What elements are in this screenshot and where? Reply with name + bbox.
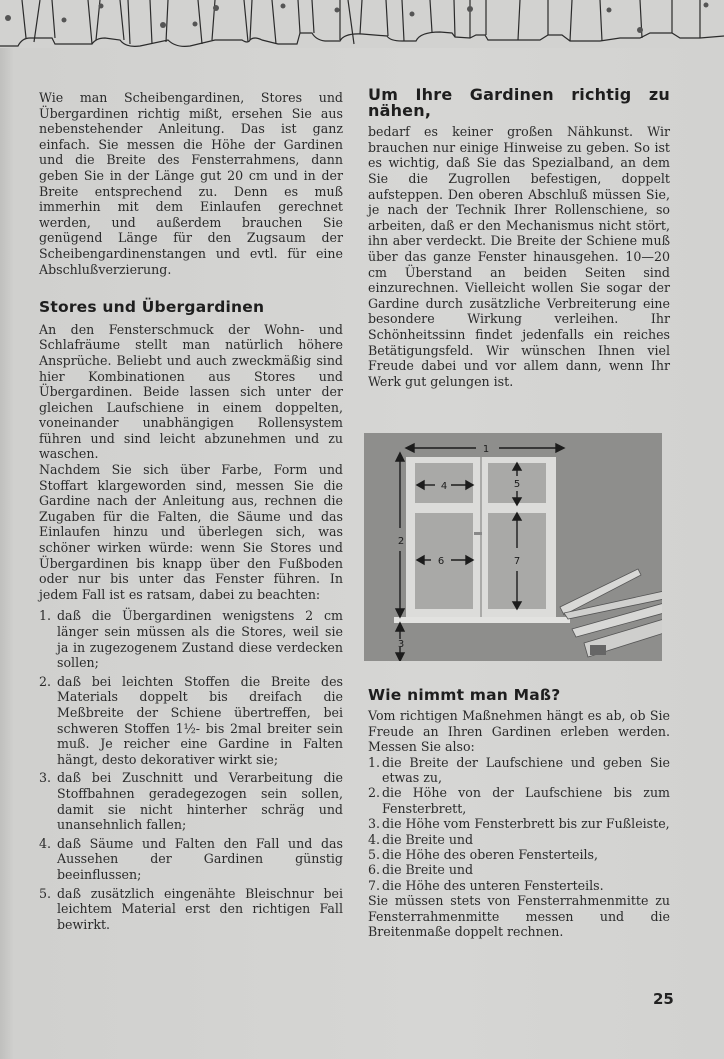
label-6: 6 — [437, 556, 445, 567]
stores-paragraph-1: An den Fensterschmuck der Wohn- und Schlafräume stellt man natürlich höhere Ansprüche. Beliebt und auch zweckmäßig sind hier Kombinationen aus Stores und Übergardinen. Beide lassen sich unter der gleichen Laufschiene in einem doppelten, voneinander unabhängigen Rollensystem führen und sind leicht abzunehmen und zu waschen. — [39, 321, 343, 462]
measure-steps-list — [368, 755, 670, 894]
list-item: 1. daß die Übergardinen wenigstens 2 cm länger sein müssen als die Stores, weil sie ja in zugezogenem Zustand diese verdecken sollen; — [39, 608, 343, 671]
list-item: 4. daß Säume und Falten den Fall und das Aussehen der Gardinen günstig beeinflussen; — [39, 835, 343, 882]
list-item: 5. daß zusätzlich eingenähte Bleischnur bei leichtem Material erst den richtigen Fall bewirkt. — [39, 885, 343, 932]
label-3: 3 — [397, 639, 405, 650]
label-4: 4 — [440, 481, 448, 492]
measure-outro: Sie müssen stets von Fensterrahmenmitte zu Fensterrahmenmitte messen und die Breitenmaße doppelt rechnen. — [368, 893, 670, 940]
label-5: 5 — [513, 479, 521, 490]
list-item: 3. daß bei Zuschnitt und Verarbeitung die Stoffbahnen geradegezogen sein sollen, damit sie nicht hinterher schräg und unansehnlich fallen; — [39, 770, 343, 833]
list-item: 4. die Breite und — [368, 831, 474, 847]
stores-paragraph-2: Nachdem Sie sich über Farbe, Form und Stoffart klargeworden sind, messen Sie die Gardine nach der Anleitung aus, rechnen die Zugaben für die Falten, die Säume und das Einlaufen hinzu und überlegen sich, was schöner wirken würde: wenn Sie Stores und Übergardinen bis knapp über den Fußboden oder nur bis unter das Fenster führen. In jedem Fall ist es ratsam, dabei zu beachten: — [39, 462, 343, 602]
heading-wie-nimmt-man-mass: Wie nimmt man Maß? — [368, 686, 561, 704]
list-item: 6. die Breite und — [368, 862, 474, 878]
list-item: 5. die Höhe des oberen Fensterteils, — [368, 847, 598, 863]
stores-tips-list — [39, 608, 343, 932]
heading-gardinen-naehen: Um Ihre Gardinen richtig zu nähen, — [368, 85, 670, 120]
curtain-border-illustration — [0, 0, 724, 48]
window-measurement-diagram — [364, 433, 662, 661]
list-item: 3. die Höhe vom Fensterbrett bis zur Fußleiste, — [368, 816, 670, 832]
label-1: 1 — [482, 444, 490, 455]
list-item: 2. die Höhe von der Laufschiene bis zum Fensterbrett, — [368, 785, 670, 816]
right-column-sewing — [368, 87, 670, 389]
list-item: 1. die Breite der Laufschiene und geben Sie etwas zu, — [368, 754, 670, 786]
label-7: 7 — [513, 556, 521, 567]
list-item: 2. daß bei leichten Stoffen die Breite des Materials doppelt bis dreifach die Meßbreite der Schiene übertreffen, bei schweren Stoffen 1½- bis 2mal breiter sein muß. Je reicher eine Gardine in Falten hängt, desto dekorativer wirkt sie; — [39, 673, 343, 767]
label-2: 2 — [397, 536, 405, 547]
left-column — [39, 90, 343, 935]
measure-section — [368, 688, 670, 940]
intro-paragraph: Wie man Scheibengardinen, Stores und Übergardinen richtig mißt, ersehen Sie aus nebenstehender Anleitung. Das ist ganz einfach. Sie messen die Höhe der Gardinen und die Breite des Fensterrahmens, dann geben Sie in der Länge gut 20 cm und in der Breite entsprechend zu. Denn es muß immerhin mit dem Einlaufen gerechnet werden, und außerdem brauchen Sie genügend Länge für den Zugsaum der Scheibengardinenstangen und evtl. für eine Abschlußverzierung. — [39, 90, 343, 277]
heading-stores-und-uebergardinen: Stores und Übergardinen — [39, 298, 265, 317]
page-number: 25 — [653, 990, 674, 1008]
sewing-paragraph: bedarf es keiner großen Nähkunst. Wir brauchen nur einige Hinweise zu geben. So ist es wichtig, daß Sie das Spezialband, an dem Sie die Zugrollen befestigen, doppelt aufsteppen. Den oberen Abschluß müssen Sie, je nach der Technik Ihrer Rollenschiene, so arbeiten, daß er den Mechanismus nicht stört, ihn aber verdeckt. Die Breite der Schiene muß über das ganze Fenster hinausgehen. 10—20 cm Überstand an beiden Seiten sind einzurechnen. Vielleicht wollen Sie sogar der Gardine durch zusätzliche Verbreiterung eine besondere Wirkung verleihen. Ihr Schönheitssinn findet jedenfalls ein reiches Betätigungsfeld. Wir wünschen Ihnen viel Freude dabei und vor allem dann, wenn Ihr Werk gut gelungen ist. — [368, 124, 670, 389]
list-item: 7. die Höhe des unteren Fensterteils. — [368, 877, 604, 893]
measure-intro: Vom richtigen Maßnehmen hängt es ab, ob Sie Freude an Ihren Gardinen erleben werden. Messen Sie also: — [368, 708, 670, 755]
